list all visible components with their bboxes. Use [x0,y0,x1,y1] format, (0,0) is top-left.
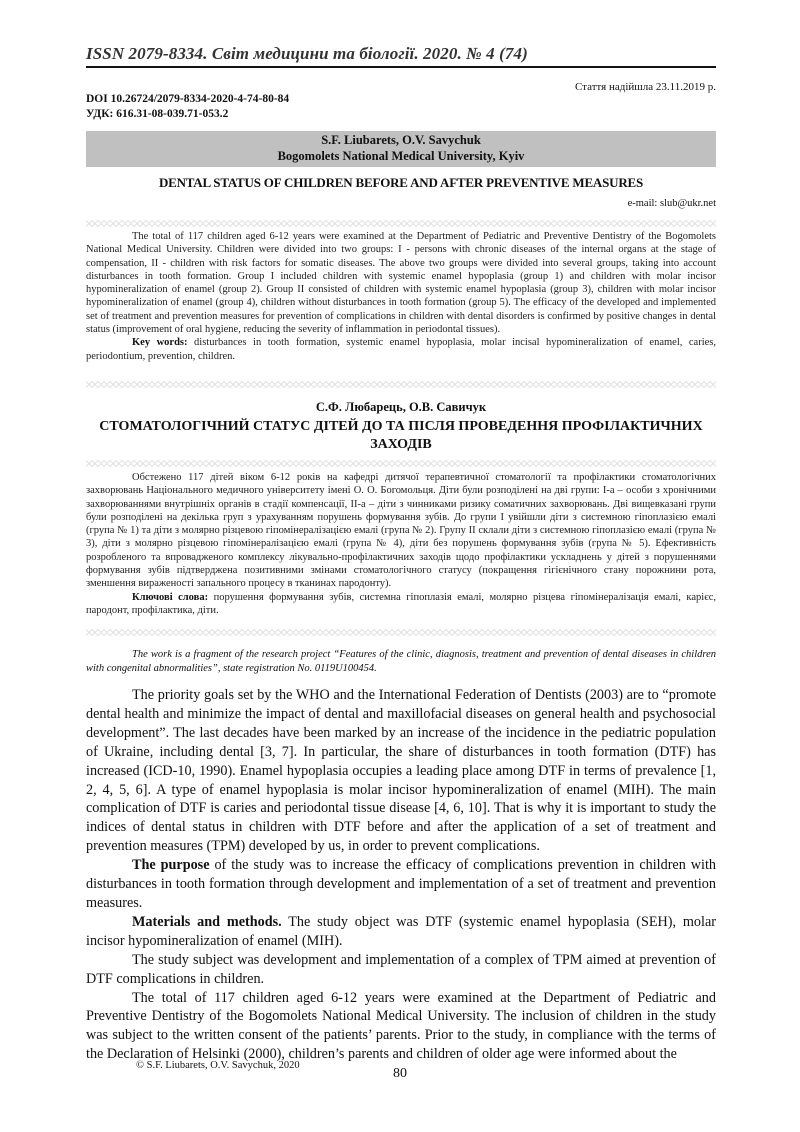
email: e-mail: slub@ukr.net [627,198,716,209]
funding-note [86,648,716,675]
keywords-en-text: disturbances in tooth formation, systemic enamel hypoplasia, molar incisal hypomineralization of enamel, caries, periodontium, prevention, children. [86,337,716,362]
keywords-en-label: Key words: [132,337,188,349]
methods-text: The study object was DTF (systemic enamel hypoplasia (SEH), molar incisor hypomineralization of enamel (MIH). [86,913,716,949]
keywords-ua [86,591,716,618]
author-box-en [86,131,716,167]
abstract-en-text: The total of 117 children aged 6-12 years were examined at the Department of Pediatric and Preventive Dentistry of the Bogomolets National Medical University. Children were divided into two groups: I - persons with chronic diseases of the internal organs at the stage of compensation, II - children with risk factors for somatic diseases. The above two groups were divided into several groups, taking into account disturbances in tooth formation. Group I included children with systemic enamel hypoplasia (group 1) and children with molar incisor hypomineralization of enamel (group 2). Group II consisted of children with systemic enamel hypoplasia (group 3), children with molar incisor hypomineralization of enamel (group 4), children without disturbances in tooth formation (group 5). The efficacy of the developed and implemented set of treatment and prevention measures for prevention of complications in children with dental disorders is confirmed by positive changes in dental status (improvement of oral hygiene, reducing the severity of inflammation in periodontal tissues). [86,231,716,336]
received-date: Стаття надійшла 23.11.2019 р. [574,81,716,93]
abstract-ua [86,471,716,617]
affiliation-en: Bogomolets National Medical University, Kyiv [277,149,525,163]
doi: DOI 10.26724/2079-8334-2020-4-74-80-84 [86,93,290,105]
abstract-ua-text: Обстежено 117 дітей віком 6-12 років на кафедрі дитячої терапевтичної стоматології та профілактики стоматологічних захворювань Національного медичного університету імені О. О. Богомольця. Діти були розподілені на дві групи: І-а – особи з хронічними захворюваннями внутрішніх органів в стадії компенсації, ІІ-а – діти з чинниками ризику соматичних захворювань. Дві вищевказані групи були розподілені на декілька груп з урахуванням порушень формування зубів. До групи І увійшли діти з системною гіпоплазією емалі (група № 1) та діти з молярно різцевою гіпомінералізацією емалі (група № 2). Групу ІІ склали діти з системною гіпоплазією емалі (група № 3), діти з молярно різцевою гіпомінералізацією емалі (група № 4), діти без порушень формування зубів (група № 5). Ефективність розробленого та впровадженого комплексу лікувально-профілактичних заходів щодо профілактики ускладнень у дітей з порушеннями формування зубів підтверджена позитивними змінами стоматологічного статусу (покращення гігієнічного стану порожнини рота, зменшення вираженості запального процесу в тканинах пародонту). [86,472,716,590]
copyright: © S.F. Liubarets, O.V. Savychuk, 2020 [136,1060,300,1071]
wavy-divider [86,220,716,227]
body-paragraph: The study subject was development and implementation of a complex of TPM aimed at prevention of DTF complications in children. [86,951,716,987]
wavy-divider [86,460,716,467]
funding-text: The work is a fragment of the research project “Features of the clinic, diagnosis, treatment and prevention of dental diseases in children with congenital abnormalities”, state registration No. 0119U100454. [86,649,716,674]
title-en: DENTAL STATUS OF CHILDREN BEFORE AND AFTER PREVENTIVE MEASURES [158,175,644,190]
authors-en: S.F. Liubarets, O.V. Savychuk [321,133,481,147]
journal-header: ISSN 2079-8334. Світ медицини та біології. 2020. № 4 (74) [86,44,528,63]
keywords-en [86,336,716,363]
purpose-label: The purpose [132,857,210,874]
body-paragraph: The priority goals set by the WHO and the International Federation of Dentists (2003) are to “promote dental health and minimize the impact of dental and maxillofacial diseases on general health and psychosocial development”. The last decades have been marked by an increase of the incidence in the pediatric population of Ukraine, including dental [3, 7]. In particular, the share of disturbances in tooth formation (DTF) has increased (ICD-10, 1990). Enamel hypoplasia occupies a leading place among DTF in terms of prevalence [1, 2, 4, 5, 6]. A type of enamel hypoplasia is molar incisor hypomineralization of enamel (MIH). The main complication of DTF is caries and periodontal tissue disease [4, 6, 10]. That is why it is important to study the indices of dental status in children with DTF before and after the application of a set of treatment and prevention measures (TPM) developed by us, in order to prevent complications. [86,687,716,855]
udc: УДК: 616.31-08-039.71-053.2 [86,108,229,120]
methods-label: Materials and methods. [132,913,282,930]
doi-block [86,92,289,122]
keywords-ua-text: порушення формування зубів, системна гіпоплазія емалі, молярно різцева гіпомінералізація емалі, карієс, пародонт, профілактика, діти. [86,591,716,616]
abstract-en [86,230,716,363]
authors-ua: С.Ф. Любарець, О.В. Савичук [315,400,487,414]
title-ua: СТОМАТОЛОГІЧНИЙ СТАТУС ДІТЕЙ ДО ТА ПІСЛЯ ПРОВЕДЕННЯ ПРОФІЛАКТИЧНИХ ЗАХОДІВ [99,419,703,452]
wavy-divider [86,629,716,636]
header-divider [86,66,716,68]
body-paragraph: The total of 117 children aged 6-12 years were examined at the Department of Pediatric and Preventive Dentistry of the Bogomolets National Medical University. The inclusion of children in the study was subject to the written consent of the patients’ parents. Prior to the study, in compliance with the terms of the Declaration of Helsinki (2000), children’s parents and children of older age were informed about the [86,989,716,1063]
body-text [86,686,716,1064]
wavy-divider [86,381,716,388]
purpose-text: of the study was to increase the efficacy of complications prevention in children with disturbances in tooth formation through development and implementation of a set of treatment and prevention measures. [86,857,716,911]
keywords-ua-label: Ключові слова: [132,591,209,603]
purpose-paragraph [86,856,716,913]
page-number: 80 [393,1066,407,1081]
methods-paragraph [86,913,716,951]
